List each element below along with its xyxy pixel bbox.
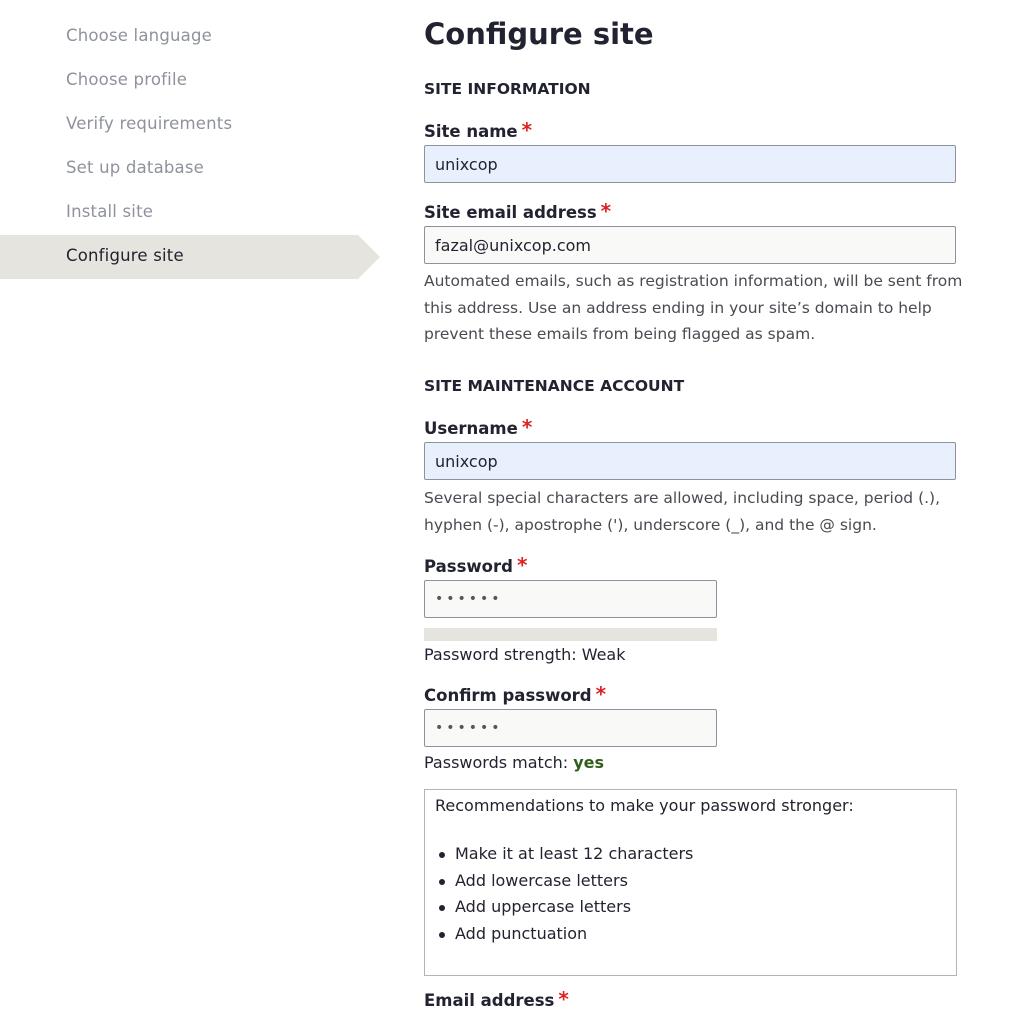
password-input[interactable]	[424, 580, 717, 618]
password-label	[424, 553, 527, 577]
required-marker: *	[516, 553, 528, 577]
site-information-heading: SITE INFORMATION	[424, 80, 591, 98]
list-item: Add uppercase letters	[455, 894, 946, 921]
passwords-match-prefix: Passwords match:	[424, 753, 569, 772]
password-strength-text	[424, 645, 626, 664]
site-maintenance-account-heading: SITE MAINTENANCE ACCOUNT	[424, 377, 685, 395]
username-label-text: Username	[424, 419, 518, 438]
step-install-site: Install site	[66, 202, 154, 221]
site-name-label	[424, 118, 532, 142]
list-item: Add lowercase letters	[455, 868, 946, 895]
list-item: Add punctuation	[455, 921, 946, 948]
email-address-label-text: Email address	[424, 991, 555, 1010]
password-strength-bar	[424, 628, 717, 641]
site-email-input[interactable]	[424, 226, 956, 264]
required-marker: *	[558, 987, 569, 1011]
username-input[interactable]	[424, 442, 956, 480]
step-set-up-database: Set up database	[66, 158, 205, 177]
required-marker: *	[600, 199, 612, 223]
username-description: Several special characters are allowed, including space, period (.), hyphen (-), apostrophe ('), underscore (_), and the @ sign.	[424, 489, 941, 534]
site-name-input[interactable]	[424, 145, 956, 183]
password-strength-prefix: Password strength:	[424, 645, 577, 664]
passwords-match-value: yes	[573, 753, 605, 772]
confirm-password-label-text: Confirm password	[424, 686, 592, 705]
password-label-text: Password	[424, 557, 513, 576]
required-marker: *	[595, 682, 607, 706]
email-address-label	[424, 987, 569, 1011]
site-email-description: Automated emails, such as registration information, will be sent from this address. Use an address ending in your site’s domain to help prevent these emails from being flagged as spam.	[424, 272, 963, 343]
site-name-label-text: Site name	[424, 122, 518, 141]
password-recommendations-box	[424, 789, 957, 976]
recommendations-title: Recommendations to make your password stronger:	[435, 796, 854, 815]
confirm-password-input[interactable]	[424, 709, 717, 747]
page-title: Configure site	[424, 17, 654, 51]
confirm-password-label	[424, 682, 606, 706]
installer-steps-sidebar	[0, 0, 380, 1001]
site-email-label-text: Site email address	[424, 203, 597, 222]
recommendations-list	[435, 841, 946, 947]
required-marker: *	[521, 415, 533, 439]
step-choose-language: Choose language	[66, 26, 212, 45]
step-choose-profile: Choose profile	[66, 70, 188, 89]
required-marker: *	[521, 118, 533, 142]
passwords-match-text	[424, 753, 604, 772]
username-label	[424, 415, 532, 439]
step-configure-site: Configure site	[66, 246, 184, 265]
step-verify-requirements: Verify requirements	[66, 114, 233, 133]
password-strength-value: Weak	[581, 645, 626, 664]
active-step-highlight	[0, 235, 380, 279]
site-email-label	[424, 199, 611, 223]
list-item: Make it at least 12 characters	[455, 841, 946, 868]
